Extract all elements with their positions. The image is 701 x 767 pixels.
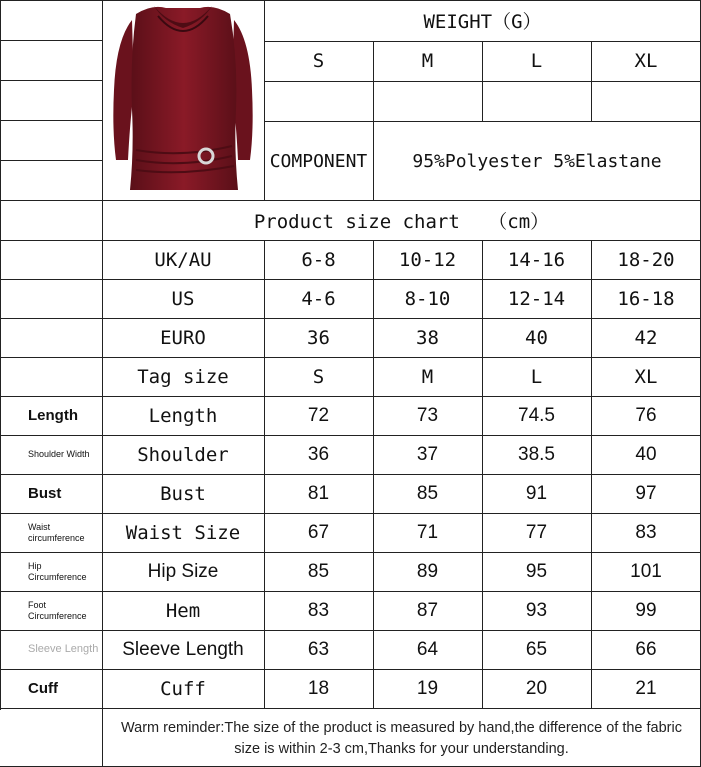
size-value: 38.5 xyxy=(518,443,555,465)
size-value: 66 xyxy=(635,638,657,660)
size-value: 83 xyxy=(307,599,330,621)
product-image xyxy=(102,0,264,200)
size-value: 93 xyxy=(525,599,548,621)
row-label: Shoulder xyxy=(137,443,229,466)
row-label: Sleeve Length xyxy=(122,638,244,660)
size-value: 38 xyxy=(416,326,439,349)
row-label: Bust xyxy=(160,482,206,505)
row-label: Waist Size xyxy=(125,521,241,544)
size-value: 18-20 xyxy=(617,248,675,271)
weight-size-m: M xyxy=(421,50,434,72)
size-value: 76 xyxy=(635,404,657,426)
size-value: 91 xyxy=(525,482,548,504)
size-value: 87 xyxy=(416,599,439,621)
size-value: 83 xyxy=(635,521,657,543)
side-label: Foot Circumference xyxy=(28,599,87,621)
size-value: 77 xyxy=(525,521,548,543)
weight-size-s: S xyxy=(312,50,325,72)
side-label xyxy=(0,318,102,357)
size-value: S xyxy=(312,365,325,388)
side-label: Sleeve Length xyxy=(28,643,99,655)
row-label: EURO xyxy=(160,326,206,349)
size-value: 36 xyxy=(307,443,330,465)
size-value: 21 xyxy=(635,677,657,699)
size-value: M xyxy=(421,365,434,388)
row-label: Tag size xyxy=(137,365,229,388)
size-value: 20 xyxy=(525,677,548,699)
side-label: Length xyxy=(28,407,78,424)
size-value: 89 xyxy=(416,560,439,582)
size-value: 18 xyxy=(307,677,330,699)
size-value: 16-18 xyxy=(617,287,675,310)
size-value: 12-14 xyxy=(507,287,566,310)
component-label: COMPONENT xyxy=(269,150,368,172)
size-value: 14-16 xyxy=(507,248,566,271)
weight-size-l: L xyxy=(530,50,543,72)
row-label: UK/AU xyxy=(154,248,212,271)
size-value: 71 xyxy=(416,521,439,543)
grid-line xyxy=(0,120,102,121)
side-label xyxy=(0,357,102,396)
row-label: US xyxy=(171,287,195,310)
size-value: 72 xyxy=(307,404,330,426)
size-value: 19 xyxy=(416,677,439,699)
size-value: L xyxy=(530,365,543,388)
grid-line xyxy=(0,160,102,161)
size-value: 65 xyxy=(525,638,548,660)
warm-reminder: Warm reminder:The size of the product is measured by hand,the difference of the fabric size is within 2-3 cm,Thanks for your understanding. xyxy=(121,719,682,757)
chart-title: Product size chart （cm） xyxy=(253,211,550,233)
grid-line xyxy=(0,80,102,81)
grid-line xyxy=(0,200,102,201)
side-label xyxy=(0,279,102,318)
size-value: 67 xyxy=(307,521,330,543)
side-label: Shoulder Width xyxy=(28,449,90,459)
side-label: Cuff xyxy=(28,680,58,697)
row-label: Cuff xyxy=(160,677,206,700)
row-label: Length xyxy=(148,404,218,427)
size-value: 97 xyxy=(635,482,657,504)
size-value: 63 xyxy=(307,638,330,660)
size-value: 4-6 xyxy=(301,287,336,310)
size-value: 85 xyxy=(416,482,439,504)
size-value: 6-8 xyxy=(301,248,336,271)
size-value: 36 xyxy=(307,326,330,349)
side-label: Bust xyxy=(28,485,62,502)
size-value: 81 xyxy=(307,482,330,504)
side-label xyxy=(0,240,102,279)
component-value: 95%Polyester 5%Elastane xyxy=(412,150,662,172)
size-value: 101 xyxy=(630,560,662,582)
grid-line xyxy=(0,40,102,41)
size-value: 40 xyxy=(635,443,657,465)
size-value: 99 xyxy=(635,599,657,621)
size-value: 10-12 xyxy=(398,248,457,271)
size-value: 64 xyxy=(416,638,439,660)
weight-size-xl: XL xyxy=(634,50,658,72)
size-value: 42 xyxy=(634,326,658,349)
side-label: Waist circumference xyxy=(28,521,85,543)
grid-line xyxy=(0,708,701,709)
weight-header: WEIGHT（G） xyxy=(423,11,542,33)
row-label: Hip Size xyxy=(147,560,219,582)
size-value: 95 xyxy=(525,560,548,582)
size-value: 85 xyxy=(307,560,330,582)
size-value: 40 xyxy=(525,326,548,349)
size-value: XL xyxy=(634,365,658,388)
side-label: Hip Circumference xyxy=(28,560,87,582)
size-value: 74.5 xyxy=(518,404,555,426)
row-label: Hem xyxy=(165,599,201,622)
size-value: 73 xyxy=(416,404,439,426)
size-value: 37 xyxy=(416,443,439,465)
size-value: 8-10 xyxy=(404,287,451,310)
